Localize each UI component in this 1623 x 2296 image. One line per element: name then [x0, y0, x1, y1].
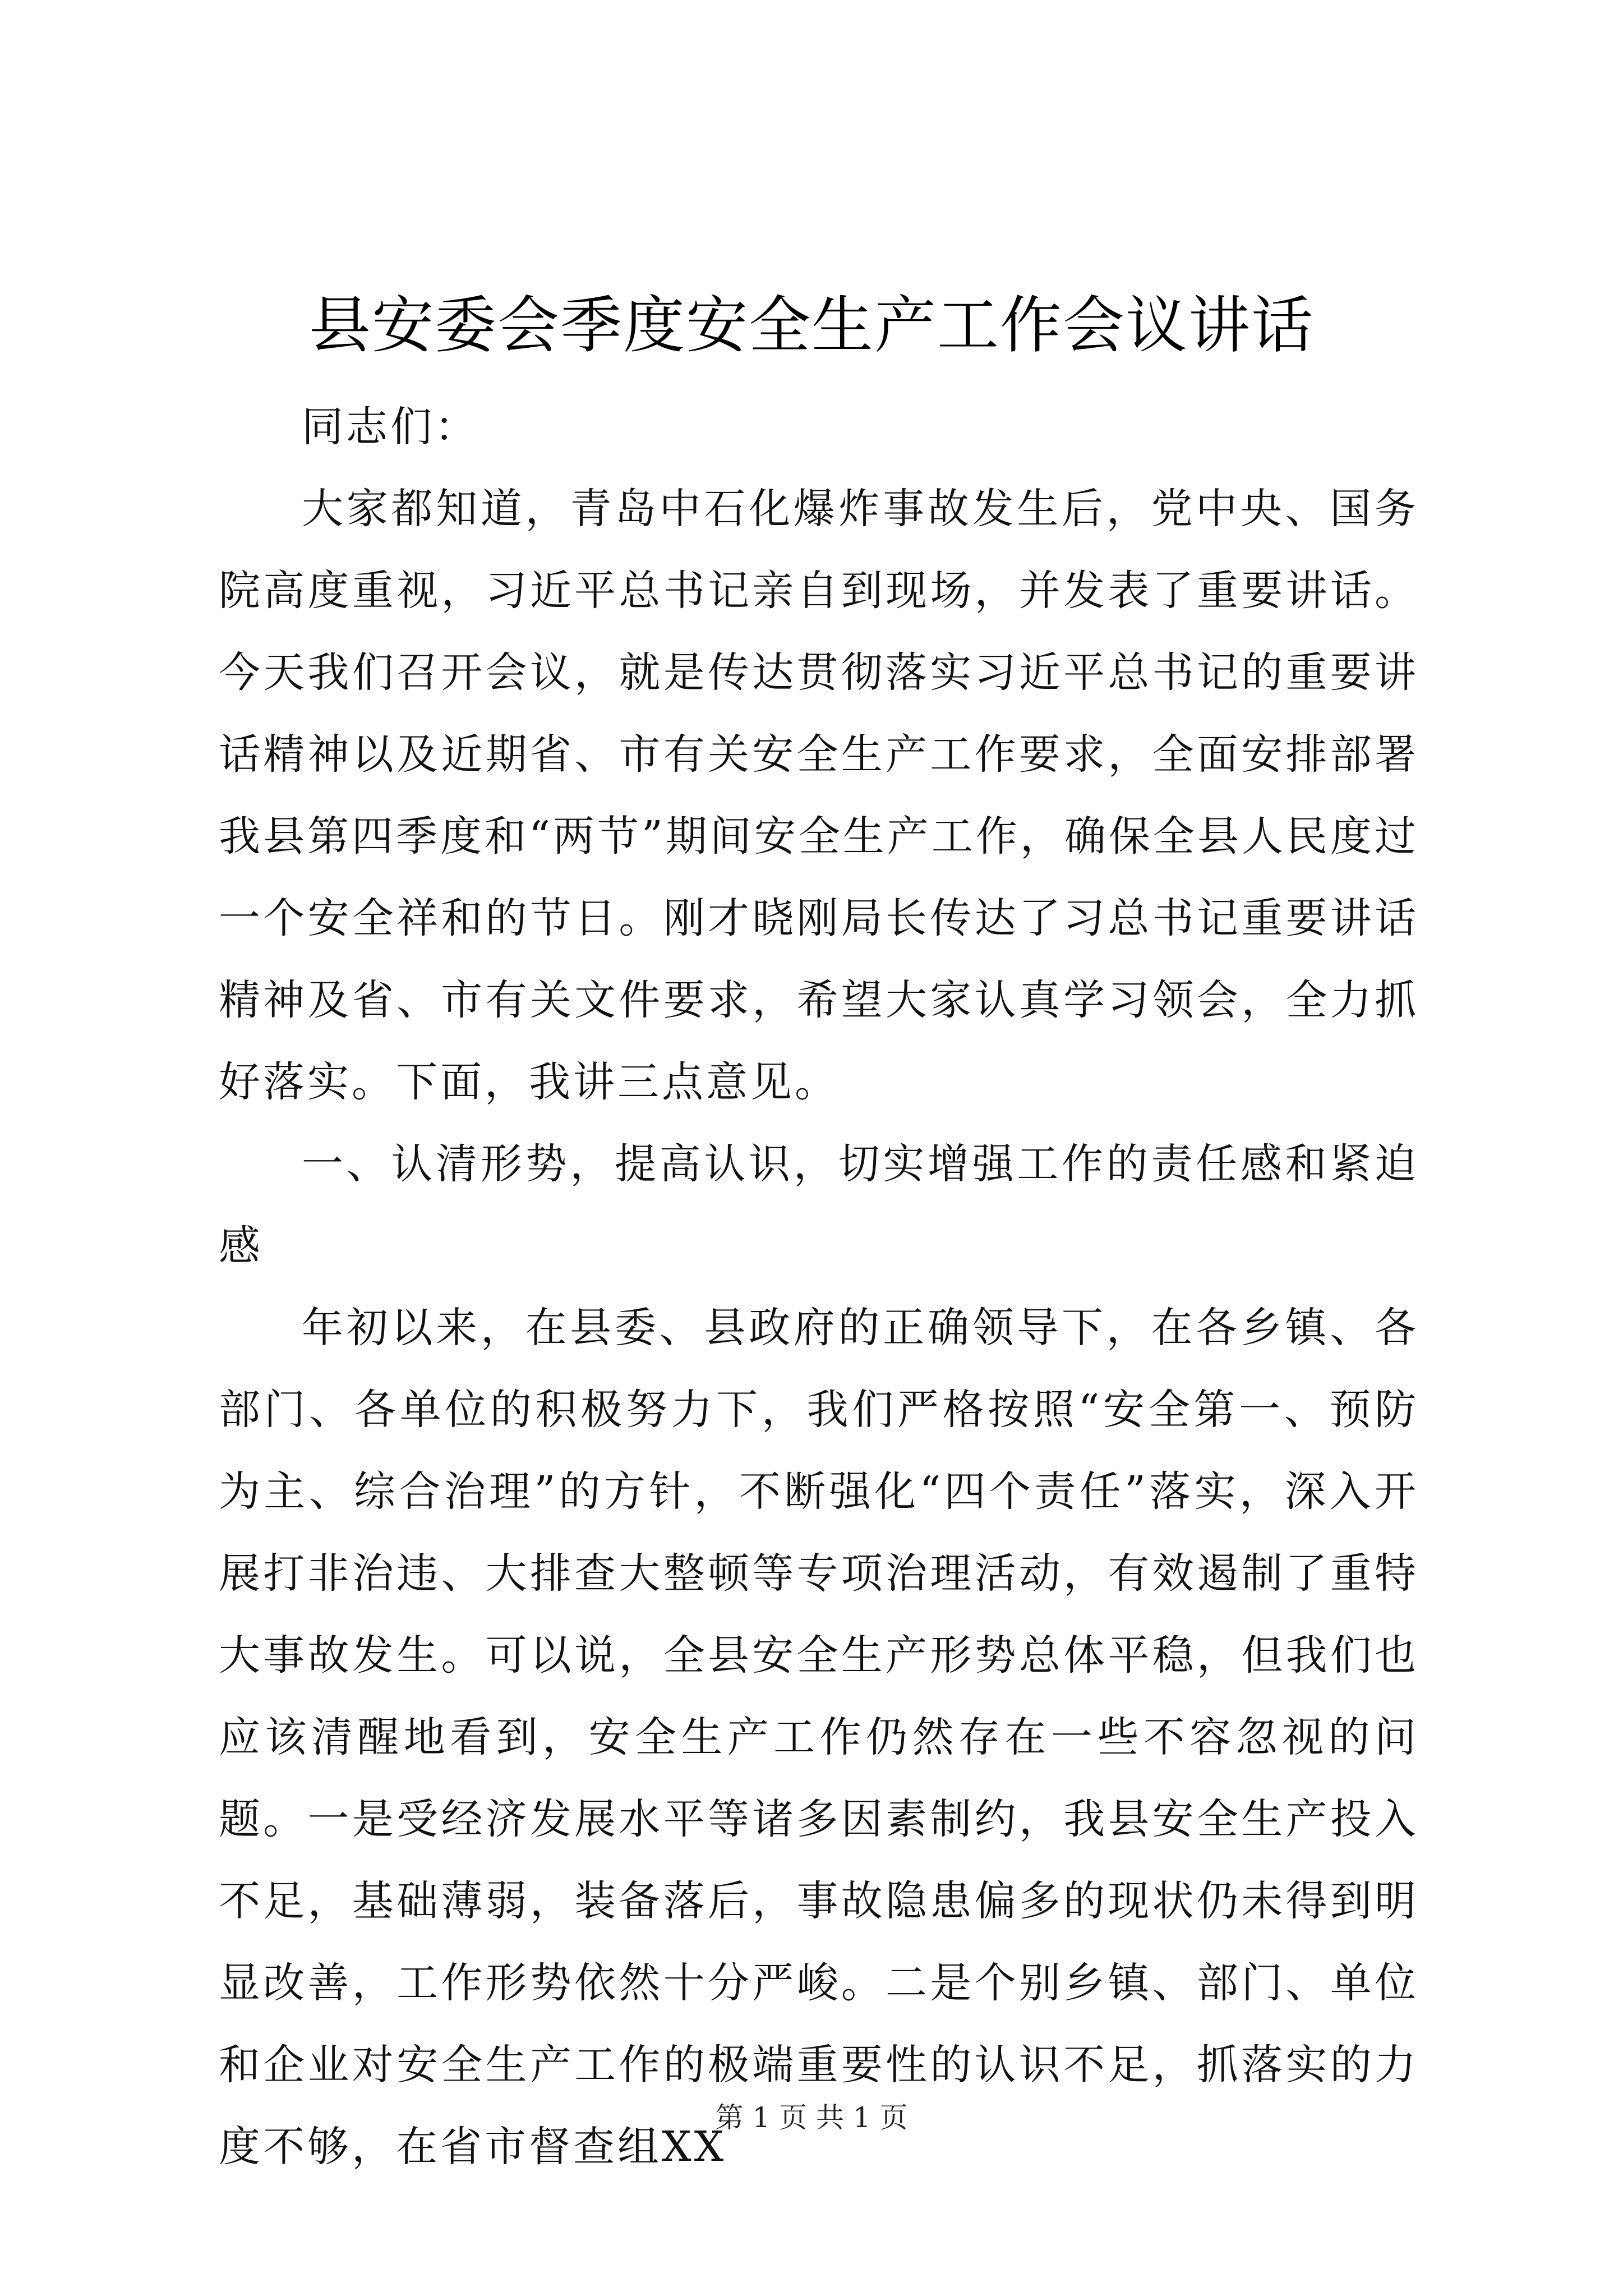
document-body	[219, 386, 1419, 2188]
document-title: 县安委会季度安全生产工作会议讲话	[309, 289, 1314, 361]
salutation-paragraph: 同志们：	[302, 403, 479, 451]
section-heading-1: 一、认清形势，提高认识，切实增强工作的责任感和紧迫感	[219, 1140, 1419, 1270]
section-1-paragraph: 年初以来，在县委、县政府的正确领导下，在各乡镇、各部门、各单位的积极努力下，我们严格按照“安全第一、预防为主、综合治理”的方针，不断强化“四个责任”落实，深入开展打非治违、大排查大整顿等专项治理活动，有效遏制了重特大事故发生。可以说，全县安全生产形势总体平稳，但我们也应该清醒地看到，安全生产工作仍然存在一些不容忽视的问题。一是受经济发展水平等诸多因素制约，我县安全生产投入不足，基础薄弱，装备落后，事故隐患偏多的现状仍未得到明显改善，工作形势依然十分严峻。二是个别乡镇、部门、单位和企业对安全生产工作的极端重要性的认识不足，抓落实的力度不够，在省市督查组XX	[219, 1304, 1419, 2171]
intro-paragraph: 大家都知道，青岛中石化爆炸事故发生后，党中央、国务院高度重视，习近平总书记亲自到现场，并发表了重要讲话。今天我们召开会议，就是传达贯彻落实习近平总书记的重要讲话精神以及近期省、市有关安全生产工作要求，全面安排部署我县第四季度和“两节”期间安全生产工作，确保全县人民度过一个安全祥和的节日。刚才晓刚局长传达了习总书记重要讲话精神及省、市有关文件要求，希望大家认真学习领会，全力抓好落实。下面，我讲三点意见。	[219, 485, 1419, 1106]
page-footer: 第 1 页 共 1 页	[715, 2101, 908, 2134]
